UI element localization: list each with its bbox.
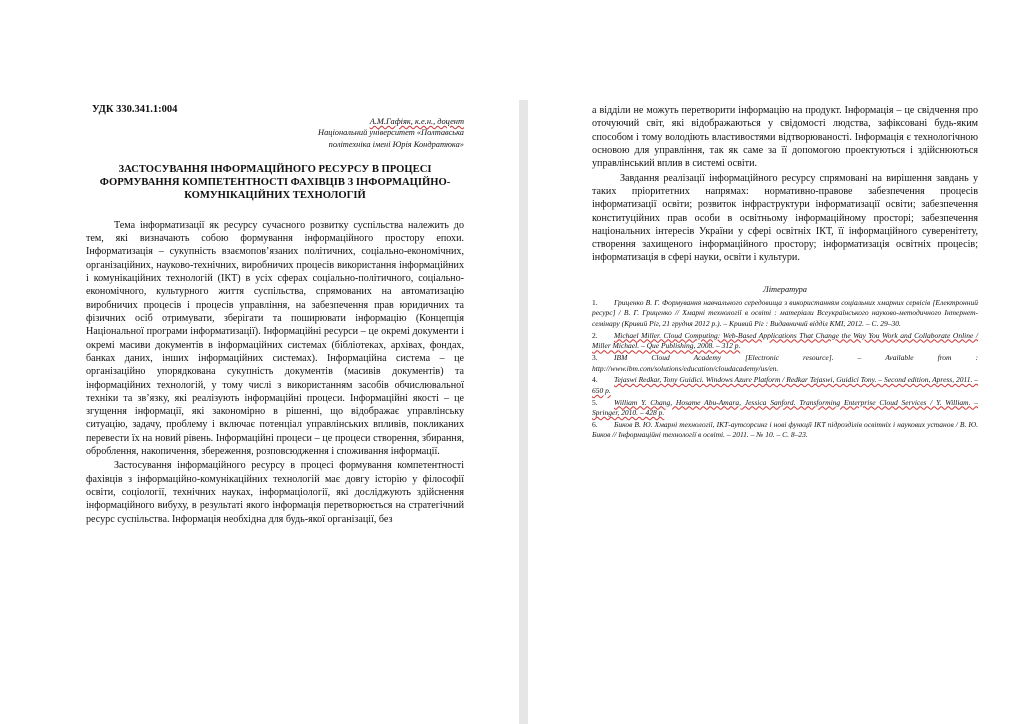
author-name: А.М.Гафіяк, к.е.н., доцент [369, 117, 464, 126]
author-affiliation-2: політехніка імені Юрія Кондратюка» [328, 139, 464, 149]
document-page-right [592, 104, 978, 442]
article-body-right [592, 104, 978, 265]
reference-number: 4. [592, 375, 598, 385]
reference-item [592, 375, 978, 396]
reference-text: IBM Cloud Academy [Electronic resource]. – Available from : http://www.ibm.com/solutions/education/cloudacademy/us/en. [592, 352, 978, 373]
reference-item [592, 420, 978, 441]
reference-item [592, 398, 978, 419]
reference-number: 1. [592, 297, 598, 307]
reference-item [592, 353, 978, 374]
reference-number: 3. [592, 352, 598, 362]
reference-number: 5. [592, 397, 598, 407]
reference-item [592, 331, 978, 352]
reference-item [592, 298, 978, 330]
author-block [264, 116, 464, 150]
reference-text: Tejaswi Redkar, Tony Guidici. Windows Azure Platform / Redkar Tejaswi, Guidici Tony. – Second edition, Apress, 2011. – 650 p. [592, 375, 978, 395]
paragraph: Завдання реалізації інформаційного ресурсу спрямовані на вирішення завдань у таких пріоритетних напрямах: нормативно-правове забезпечення процесів інформатизації освіти; розвиток інфраструктури інформатизації освіти; забезпечення конституційних прав особи в освітньому інформаційному просторі; забезпечення національних інтересів України у сфері освітніх ІКТ, її інформаційного суверенітету, створення захищеного інформаційного простору; інформатизація освітніх процесів; інформатизація в сфері науки, освіти і культури. [592, 172, 978, 264]
reference-list [592, 298, 978, 441]
literature-heading: Література [763, 284, 807, 294]
article-title: ЗАСТОСУВАННЯ ІНФОРМАЦІЙНОГО РЕСУРСУ В ПРОЦЕСІ ФОРМУВАННЯ КОМПЕТЕНТНОСТІ ФАХІВЦІВ З ІНФОРМАЦІЙНО-КОМУНІКАЦІЙНИХ ТЕХНОЛОГІЙ [99, 164, 451, 201]
paragraph: Застосування інформаційного ресурсу в процесі формування компетентності фахівців з інформаційно-комунікаційних технологій має довгу історію у філософії освіти, соціології, технічних науках, інформаціології, які досліджують здійснення інформаційного вибуху, в результаті якого інформація перетворюється на стратегічний ресурс суспільства. Інформація необхідна для будь-якої організації, без [86, 460, 464, 525]
article-body-left [86, 219, 464, 526]
reference-text: Гриценко В. Г. Формування навчального середовища з використанням соціальних хмарних сервісів [Електронний ресурс] / В. Г. Гриценко // Хмарні технології в освіті : матеріали Всеукраїнського науково-методичного Інтернет-семінару (Кривий Ріг, 21 грудня 2012 р.). – Кривий Ріг : Видавничий відділ КМІ, 2012. – С. 29–30. [592, 297, 978, 329]
paragraph: Тема інформатизації як ресурсу сучасного розвитку суспільства належить до тем, які визначають собою формування інформаційного простору епохи. Інформатизація – сукупність взаємопов’язаних політичних, соціально-економічних, організаційних, науково-технічних, виробничих процесів використання інформаційних і комунікаційних технологій (ІКТ) в усіх сферах соціально-політичного, соціально-економічного, культурного життя суспільства, спрямованих на автоматизацію виробничих процесів і процесів управління, на забезпечення прав юридичних та фізичних осіб отримувати, зберігати та поширювати інформацію (Концепція Національної програми інформатизації). Інформаційні ресурси – це окремі документи і окремі масиви документів в інформаційних системах (бібліотеках, архівах, фондах, банках даних, інших інформаційних системах). Інформаційна система – це організаційно упорядкована сукупність документів (масивів документів) та інформаційних технологій, у тому числі з використанням засобів обчислювальної техніки та зв’язку, які реалізують інформаційні процеси. Інформаційні якості – це згущення інформації, які закономірно в рішенні, що відображає управлінську ситуацію, задачу, проблему і включає потенціал управлінських впливів, покликаних перевести їх на новий рівень. Інформаційні процеси – це процеси створення, збирання, оброблення, накопичення, збереження, розповсюдження і споживання інформації. [86, 219, 464, 458]
page-gap [519, 100, 528, 724]
author-affiliation-1: Національний університет «Полтавська [318, 128, 464, 138]
reference-text: William Y. Chang, Hosame Abu-Amara, Jessica Sanford. Transforming Enterprise Cloud Services / Y. William. – Springer, 2010. – 428 p. [592, 397, 978, 418]
reference-number: 6. [592, 419, 598, 429]
page-header [86, 96, 464, 148]
document-page-left [86, 96, 464, 527]
reference-text: Michael Miller. Cloud Computing: Web-Based Applications That Change the Way You Work and Collaborate Online / Miller Michael. – Que Publishing, 2008. – 312 p. [592, 330, 978, 351]
reference-number: 2. [592, 330, 598, 340]
paragraph: а відділи не можуть перетворити інформацію на продукт. Інформація – це свідчення про оточуючий світ, які відображаються у свідомості людства, зафіксовані будь-яким способом і тому володіють властивостями відтворюваності. Інформація є технологічною основою для управління, так як саме за її допомогою проектуються і здійснюються управлінський вплив в системі освіти. [592, 105, 978, 170]
udk-code: УДК 330.341.1:004 [92, 104, 178, 115]
reference-text: Биков В. Ю. Хмарні технології, ІКТ-аутсорсинг і нові функції ІКТ підрозділів освітніх і наукових установ / В. Ю. Биков // Інформаційні технології в освіті. – 2011. – № 10. – С. 8–23. [592, 419, 978, 440]
